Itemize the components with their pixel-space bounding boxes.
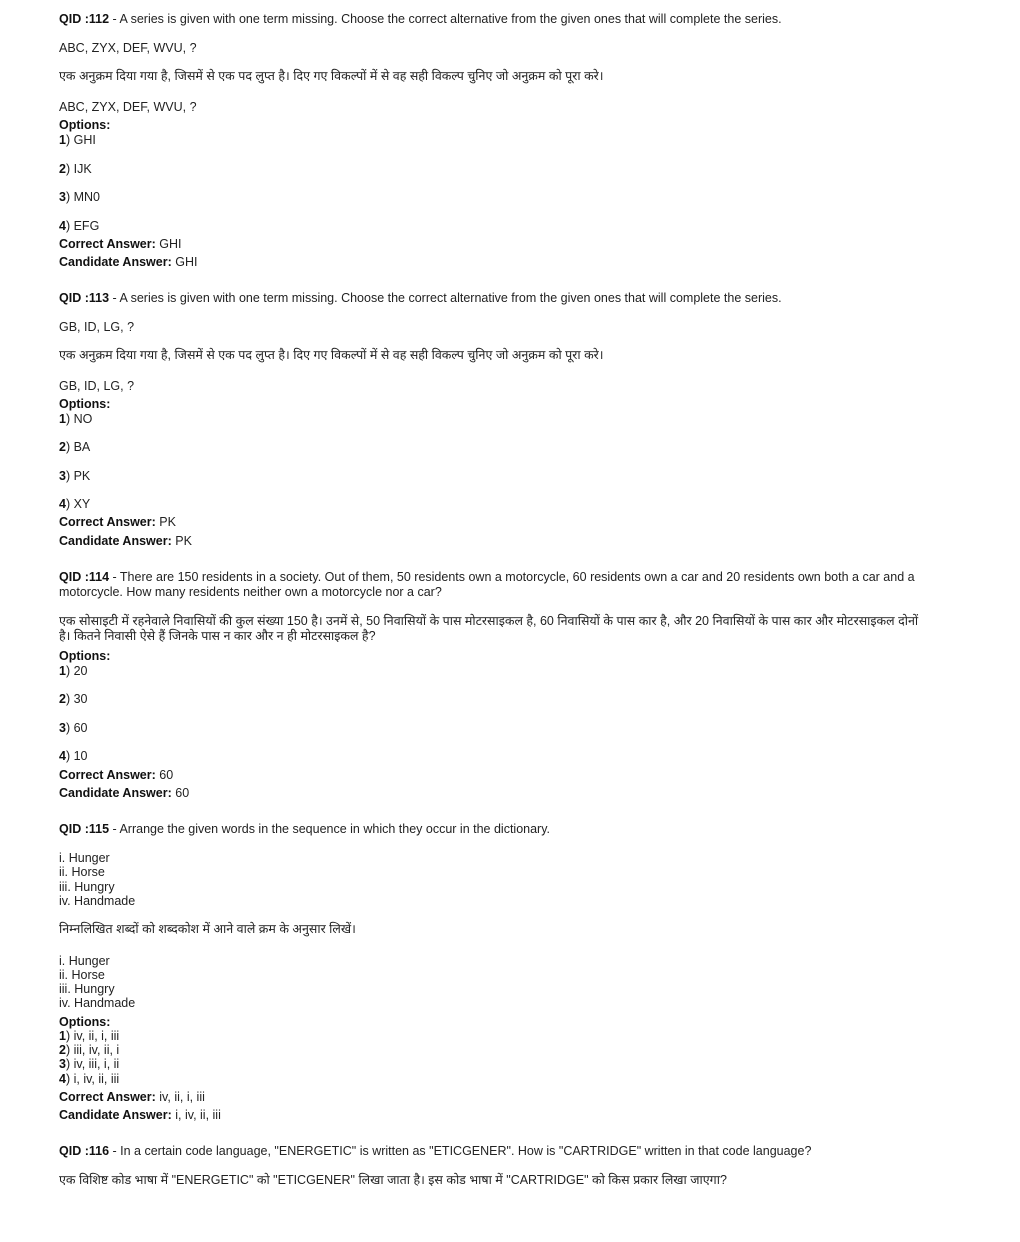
option-part: i, iv, ii, iii (73, 1072, 120, 1086)
hindi-text-part: निम्नलिखित शब्दों को शब्दकोश में आने वाले क्रम के अनुसार लिखें। (59, 922, 356, 936)
option-part: ) (65, 190, 74, 204)
option-part: 30 (73, 692, 88, 706)
option-part: GHI (73, 133, 96, 147)
series-hindi-part: GB, ID, LG, ? (59, 379, 135, 393)
option-part: NO (73, 412, 93, 426)
correct-answer (59, 768, 173, 783)
word-item-part: iv. Handmade (59, 894, 136, 908)
hindi-text-part: एक सोसाइटी में रहनेवाले निवासियों की कुल संख्या 150 है। उनमें से, 50 निवासियों के पास मोटरसाइकल है, 60 निवासियों के पास कार है, और 20 निवासियों के पास कार और मोटरसाइकल दोनों है। कितने निवासी ऐसे हैं जिनके पास न कार और न ही मोटरसाइकल है? (59, 614, 919, 643)
hindi-text (59, 922, 356, 937)
question-text (59, 1144, 811, 1159)
option (59, 1043, 119, 1058)
option-part: ) (65, 412, 74, 426)
option-part: ) (65, 440, 74, 454)
options-label-part: Options: (59, 1015, 111, 1029)
option-part: 4 (59, 1072, 66, 1086)
option-part: ) (65, 162, 74, 176)
question-text-part: A series is given with one term missing. Choose the correct alternative from the given ones that will complete the series. (119, 291, 782, 305)
correct-answer (59, 515, 176, 530)
option-part: ) (65, 497, 74, 511)
option-part: iv, ii, i, iii (73, 1029, 120, 1043)
series-hindi (59, 379, 134, 394)
question-text-part: 114 (88, 570, 110, 584)
option-part: 2 (59, 440, 66, 454)
question-text-part: - (109, 1144, 121, 1158)
question-text-part: 113 (88, 291, 110, 305)
option-part: 1 (59, 412, 66, 426)
question-text-part: - (109, 570, 120, 584)
question-text (59, 291, 782, 306)
question-text-part: - (109, 12, 120, 26)
hindi-text-part: एक अनुक्रम दिया गया है, जिसमें से एक पद लुप्त है। दिए गए विकल्पों में से वह सही विकल्प चुनिए जो अनुक्रम को पूरा करे। (59, 69, 604, 83)
question-text (59, 12, 782, 27)
option-part: 20 (73, 664, 88, 678)
options-label-part: Options: (59, 649, 111, 663)
option (59, 440, 90, 455)
hindi-text (59, 614, 929, 644)
word-item-hindi-part: iii. Hungry (59, 982, 115, 996)
option-part: 3 (59, 721, 66, 735)
option-part: ) (65, 664, 74, 678)
option-part: 1 (59, 664, 66, 678)
word-item-hindi-part: ii. Horse (59, 968, 105, 982)
hindi-text (59, 1173, 727, 1188)
option-part: ) (65, 1057, 74, 1071)
option-part: 2 (59, 162, 66, 176)
option-part: ) (65, 1029, 74, 1043)
hindi-text (59, 348, 604, 363)
word-item (59, 880, 115, 895)
option-part: BA (73, 440, 91, 454)
hindi-text (59, 69, 604, 84)
option-part: 3 (59, 190, 66, 204)
option-part: ) (65, 469, 74, 483)
option-part: 3 (59, 1057, 66, 1071)
option (59, 162, 92, 177)
correct-answer-part: Correct Answer: (59, 237, 156, 251)
option-part: 1 (59, 133, 66, 147)
correct-answer-part: iv, ii, i, iii (159, 1090, 205, 1104)
question-text-part: Arrange the given words in the sequence in which they occur in the dictionary. (119, 822, 551, 836)
series-part: ABC, ZYX, DEF, WVU, ? (59, 41, 197, 55)
question-text-part: QID : (59, 291, 89, 305)
option-part: ) (65, 219, 74, 233)
options-label (59, 397, 110, 412)
correct-answer (59, 237, 182, 252)
candidate-answer (59, 1108, 221, 1123)
correct-answer-part: 60 (159, 768, 174, 782)
word-item (59, 865, 105, 880)
options-label-part: Options: (59, 397, 111, 411)
option-part: ) (65, 749, 74, 763)
option-part: MN0 (73, 190, 100, 204)
options-label (59, 1015, 110, 1030)
candidate-answer-part: PK (175, 534, 192, 548)
word-item-hindi (59, 968, 105, 983)
candidate-answer (59, 534, 192, 549)
option-part: iii, iv, ii, i (73, 1043, 120, 1057)
question-text-part: QID : (59, 822, 89, 836)
option (59, 1072, 119, 1087)
option (59, 1029, 119, 1044)
option (59, 721, 88, 736)
question-text-part: In a certain code language, "ENERGETIC" is written as "ETICGENER". How is "CARTRIDGE" written in that code language? (120, 1144, 812, 1158)
word-item-part: iii. Hungry (59, 880, 115, 894)
question-text-part: QID : (59, 570, 89, 584)
series-hindi-part: ABC, ZYX, DEF, WVU, ? (59, 100, 197, 114)
question-text-part: QID : (59, 12, 89, 26)
candidate-answer-part: i, iv, ii, iii (175, 1108, 221, 1122)
option-part: ) (65, 1072, 74, 1086)
candidate-answer (59, 786, 189, 801)
question-text-part: A series is given with one term missing. Choose the correct alternative from the given ones that will complete the series. (119, 12, 782, 26)
candidate-answer-part: Candidate Answer: (59, 786, 172, 800)
question-text-part: 115 (88, 822, 110, 836)
hindi-text-part: एक विशिष्ट कोड भाषा में "ENERGETIC" को "ETICGENER" लिखा जाता है। इस कोड भाषा में "CARTRIDGE" को किस प्रकार लिखा जाएगा? (59, 1173, 727, 1187)
option-part: 1 (59, 1029, 66, 1043)
options-label (59, 649, 110, 664)
word-item (59, 851, 110, 866)
option-part: ) (65, 721, 74, 735)
question-text-part: 116 (88, 1144, 110, 1158)
option-part: XY (73, 497, 91, 511)
option (59, 1057, 119, 1072)
question-text-part: There are 150 residents in a society. Out of them, 50 residents own a motorcycle, 60 residents own a car and 20 residents own both a car and a motorcycle. How many residents neither own a motorcycle nor a car? (59, 570, 915, 599)
option-part: 4 (59, 497, 66, 511)
series-hindi (59, 100, 197, 115)
option-part: ) (65, 692, 74, 706)
option-part: iv, iii, i, ii (73, 1057, 120, 1071)
word-item-part: i. Hunger (59, 851, 110, 865)
word-item-hindi-part: i. Hunger (59, 954, 110, 968)
correct-answer (59, 1090, 205, 1105)
candidate-answer-part: Candidate Answer: (59, 534, 172, 548)
option-part: 2 (59, 1043, 66, 1057)
options-label (59, 118, 110, 133)
options-label-part: Options: (59, 118, 111, 132)
option (59, 664, 88, 679)
option-part: 4 (59, 749, 66, 763)
option (59, 133, 96, 148)
correct-answer-part: Correct Answer: (59, 515, 156, 529)
word-item-part: ii. Horse (59, 865, 105, 879)
question-text (59, 822, 550, 837)
word-item-hindi-part: iv. Handmade (59, 996, 136, 1010)
candidate-answer-part: Candidate Answer: (59, 255, 172, 269)
hindi-text-part: एक अनुक्रम दिया गया है, जिसमें से एक पद लुप्त है। दिए गए विकल्पों में से वह सही विकल्प चुनिए जो अनुक्रम को पूरा करे। (59, 348, 604, 362)
option (59, 219, 99, 234)
word-item-hindi (59, 982, 115, 997)
option-part: 2 (59, 692, 66, 706)
option (59, 749, 88, 764)
option (59, 692, 88, 707)
option (59, 412, 92, 427)
correct-answer-part: Correct Answer: (59, 1090, 156, 1104)
question-text (59, 570, 929, 600)
option (59, 190, 100, 205)
option-part: IJK (73, 162, 92, 176)
series (59, 41, 197, 56)
candidate-answer-part: 60 (175, 786, 190, 800)
correct-answer-part: PK (159, 515, 176, 529)
word-item (59, 894, 135, 909)
word-item-hindi (59, 996, 135, 1011)
word-item-hindi (59, 954, 110, 969)
option (59, 497, 90, 512)
option-part: 10 (73, 749, 88, 763)
option-part: 4 (59, 219, 66, 233)
series-part: GB, ID, LG, ? (59, 320, 135, 334)
option-part: EFG (73, 219, 100, 233)
candidate-answer-part: GHI (175, 255, 198, 269)
option-part: 60 (73, 721, 88, 735)
candidate-answer (59, 255, 197, 270)
option-part: PK (73, 469, 91, 483)
candidate-answer-part: Candidate Answer: (59, 1108, 172, 1122)
option-part: ) (65, 133, 74, 147)
correct-answer-part: Correct Answer: (59, 768, 156, 782)
option-part: 3 (59, 469, 66, 483)
question-text-part: QID : (59, 1144, 89, 1158)
question-text-part: 112 (88, 12, 110, 26)
option-part: ) (65, 1043, 74, 1057)
series (59, 320, 134, 335)
question-text-part: - (109, 822, 120, 836)
question-text-part: - (109, 291, 120, 305)
option (59, 469, 90, 484)
correct-answer-part: GHI (159, 237, 182, 251)
